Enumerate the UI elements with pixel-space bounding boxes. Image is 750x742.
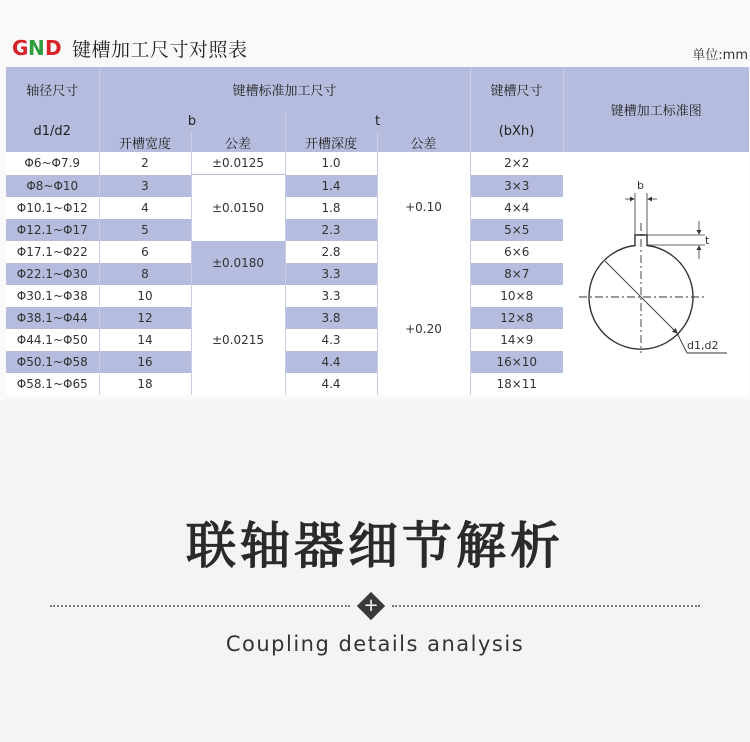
shaft-cell: Φ22.1~Φ30 bbox=[6, 263, 99, 285]
depth-cell: 1.8 bbox=[285, 197, 377, 219]
divider-dots-left bbox=[50, 605, 350, 607]
shaft-cell: Φ17.1~Φ22 bbox=[6, 241, 99, 263]
header-standard-size: 键槽标准加工尺寸 bbox=[99, 67, 470, 111]
section-subtitle: Coupling details analysis bbox=[225, 632, 525, 656]
width-cell: 5 bbox=[99, 219, 191, 241]
shaft-cell: Φ44.1~Φ50 bbox=[6, 329, 99, 351]
key-cell: 5×5 bbox=[470, 219, 563, 241]
width-cell: 6 bbox=[99, 241, 191, 263]
tolerance-b-cell: ±0.0150 bbox=[191, 175, 285, 241]
depth-cell: 4.4 bbox=[285, 351, 377, 373]
key-cell: 4×4 bbox=[470, 197, 563, 219]
header-slot-depth: 开槽深度 bbox=[285, 132, 377, 152]
tolerance-b-cell: ±0.0180 bbox=[191, 241, 285, 285]
shaft-cell: Φ10.1~Φ12 bbox=[6, 197, 99, 219]
depth-cell: 3.3 bbox=[285, 285, 377, 307]
key-cell: 12×8 bbox=[470, 307, 563, 329]
width-cell: 4 bbox=[99, 197, 191, 219]
width-cell: 3 bbox=[99, 175, 191, 197]
header-tolerance-b: 公差 bbox=[191, 132, 285, 152]
width-cell: 14 bbox=[99, 329, 191, 351]
svg-text:G: G bbox=[12, 36, 29, 58]
section-divider bbox=[50, 594, 700, 618]
tolerance-t-cell: +0.10 bbox=[377, 152, 470, 263]
svg-text:N: N bbox=[28, 36, 45, 58]
key-cell: 18×11 bbox=[470, 373, 563, 395]
header-tolerance-t: 公差 bbox=[377, 132, 470, 152]
shaft-cell: Φ12.1~Φ17 bbox=[6, 219, 99, 241]
key-cell: 14×9 bbox=[470, 329, 563, 351]
document-header bbox=[8, 32, 748, 66]
header-bxh: (bXh) bbox=[470, 111, 563, 152]
depth-cell: 1.4 bbox=[285, 175, 377, 197]
svg-text:D: D bbox=[45, 36, 62, 58]
width-cell: 12 bbox=[99, 307, 191, 329]
label-b: b bbox=[637, 179, 644, 193]
keyway-drawing bbox=[573, 173, 733, 373]
header-key-size: 键槽尺寸 bbox=[470, 67, 563, 111]
shaft-cell: Φ8~Φ10 bbox=[6, 175, 99, 197]
depth-cell: 1.0 bbox=[285, 152, 377, 175]
width-cell: 18 bbox=[99, 373, 191, 395]
header-d1-d2: d1/d2 bbox=[6, 111, 99, 152]
divider-dots-right bbox=[392, 605, 700, 607]
shaft-cell: Φ58.1~Φ65 bbox=[6, 373, 99, 395]
shaft-cell: Φ50.1~Φ58 bbox=[6, 351, 99, 373]
drawing-cell bbox=[563, 152, 749, 395]
section-title: 联轴器细节解析 bbox=[186, 517, 564, 575]
width-cell: 10 bbox=[99, 285, 191, 307]
plus-icon: + bbox=[363, 595, 379, 616]
gnd-logo bbox=[12, 36, 66, 58]
unit-label: 单位:mm bbox=[692, 48, 748, 63]
tolerance-t-cell: +0.20 bbox=[377, 263, 470, 395]
depth-cell: 4.4 bbox=[285, 373, 377, 395]
key-cell: 8×7 bbox=[470, 263, 563, 285]
header-slot-width: 开槽宽度 bbox=[99, 132, 191, 152]
table-row bbox=[6, 152, 749, 175]
depth-cell: 2.8 bbox=[285, 241, 377, 263]
key-cell: 3×3 bbox=[470, 175, 563, 197]
shaft-cell: Φ6~Φ7.9 bbox=[6, 152, 99, 175]
depth-cell: 3.8 bbox=[285, 307, 377, 329]
key-cell: 10×8 bbox=[470, 285, 563, 307]
shaft-cell: Φ38.1~Φ44 bbox=[6, 307, 99, 329]
header-t: t bbox=[285, 111, 470, 132]
width-cell: 2 bbox=[99, 152, 191, 175]
depth-cell: 2.3 bbox=[285, 219, 377, 241]
key-cell: 6×6 bbox=[470, 241, 563, 263]
depth-cell: 4.3 bbox=[285, 329, 377, 351]
width-cell: 8 bbox=[99, 263, 191, 285]
key-cell: 2×2 bbox=[470, 152, 563, 175]
header-shaft-size: 轴径尺寸 bbox=[6, 67, 99, 111]
tolerance-b-cell: ±0.0125 bbox=[191, 152, 285, 175]
header-b: b bbox=[99, 111, 285, 132]
shaft-cell: Φ30.1~Φ38 bbox=[6, 285, 99, 307]
key-cell: 16×10 bbox=[470, 351, 563, 373]
document-title: 键槽加工尺寸对照表 bbox=[72, 39, 248, 61]
label-diameter: d1,d2 bbox=[687, 339, 719, 353]
header-standard-drawing: 键槽加工标准图 bbox=[563, 67, 749, 152]
keyway-spec-table bbox=[6, 67, 749, 395]
label-t: t bbox=[705, 234, 710, 248]
depth-cell: 3.3 bbox=[285, 263, 377, 285]
width-cell: 16 bbox=[99, 351, 191, 373]
tolerance-b-cell: ±0.0215 bbox=[191, 285, 285, 395]
